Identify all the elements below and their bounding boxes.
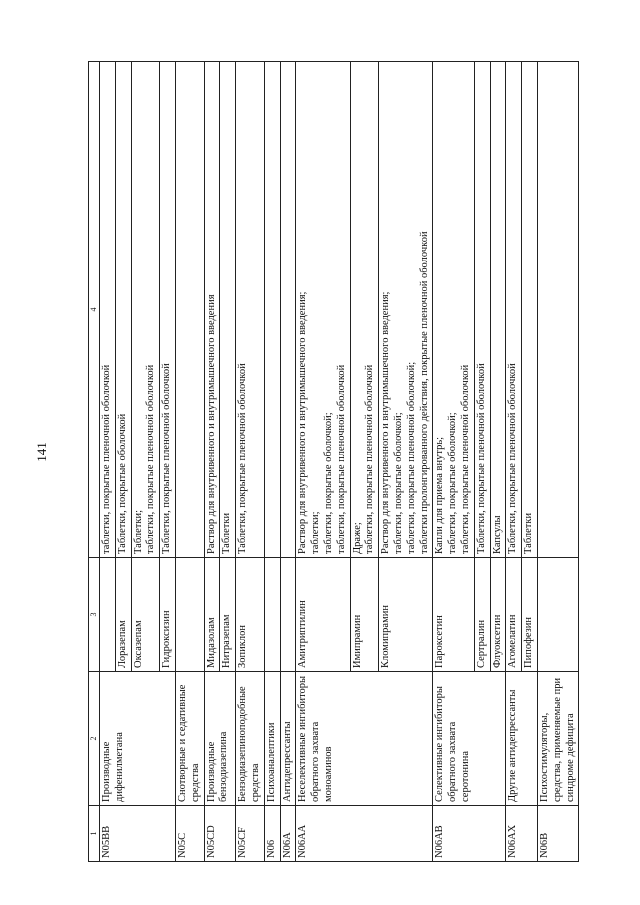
drug-name: Нитразепам	[220, 558, 236, 672]
group-name: Психоаналептики	[264, 672, 280, 806]
drug-name: Агомелатин	[506, 558, 522, 672]
column-number-header	[89, 62, 100, 862]
dosage-forms	[474, 62, 490, 558]
dosage-forms	[220, 62, 236, 558]
dosage-form: Таблетки, покрытые пленочной оболочкой	[237, 363, 249, 554]
dosage-form: Капли для приема внутрь;	[434, 436, 446, 554]
drug-table	[88, 61, 579, 862]
atc-code: N05CD	[204, 806, 236, 862]
dosage-forms	[537, 62, 578, 558]
dosage-forms	[264, 62, 280, 558]
table-row	[433, 62, 474, 862]
drug-name	[280, 558, 296, 672]
table-row	[506, 62, 522, 862]
dosage-form: Таблетки;	[132, 509, 144, 554]
atc-code: N05CF	[236, 806, 265, 862]
drug-name: Сертралин	[474, 558, 490, 672]
group-name: Другие антидепрессанты	[506, 672, 538, 806]
group-name: Антидепрессанты	[280, 672, 296, 806]
dosage-form: Таблетки, покрытые пленочной оболочкой	[475, 363, 487, 554]
dosage-form: таблетки пролонгированного действия, покрытые пленочной оболочкой	[418, 231, 430, 554]
dosage-form: таблетки;	[310, 511, 322, 554]
dosage-forms	[236, 62, 265, 558]
atc-code: N05BB	[100, 806, 176, 862]
dosage-forms	[296, 62, 350, 558]
dosage-forms	[204, 62, 220, 558]
table-row	[264, 62, 280, 862]
dosage-form: таблетки, покрытые пленочной оболочкой;	[405, 361, 417, 554]
dosage-form: таблетки, покрытые пленочной оболочкой	[101, 364, 112, 554]
dosage-form: Раствор для внутривенного и внутримышечного введения;	[297, 291, 309, 554]
drug-name: Лоразепам	[115, 558, 131, 672]
drug-name: Мидазолам	[204, 558, 220, 672]
dosage-forms	[522, 62, 538, 558]
drug-name: Пароксетин	[433, 558, 474, 672]
dosage-form: таблетки, покрытые оболочкой;	[392, 412, 404, 554]
atc-code: N06AX	[506, 806, 538, 862]
dosage-form: Таблетки	[523, 512, 535, 554]
dosage-forms	[379, 62, 433, 558]
drug-name	[100, 558, 116, 672]
rotated-table-container	[88, 62, 576, 862]
table-row	[280, 62, 296, 862]
drug-name	[264, 558, 280, 672]
dosage-forms	[160, 62, 176, 558]
dosage-forms	[506, 62, 522, 558]
drug-name: Оксазепам	[131, 558, 160, 672]
dosage-forms	[115, 62, 131, 558]
group-name: Бензодиазепиноподобные средства	[236, 672, 265, 806]
atc-code: N05C	[175, 806, 204, 862]
dosage-form: таблетки, покрытые пленочной оболочкой	[145, 364, 157, 554]
table-row	[100, 62, 116, 862]
dosage-forms	[350, 62, 379, 558]
atc-code: N06AA	[296, 806, 433, 862]
atc-code: N06	[264, 806, 280, 862]
drug-name: Кломипрамин	[379, 558, 433, 672]
dosage-form: Раствор для внутривенного и внутримышечного введения	[205, 294, 217, 554]
group-name: Психостимуляторы, средства, применяемые при синдроме дефицита	[537, 672, 578, 806]
page-number: 141	[34, 442, 49, 462]
dosage-forms	[490, 62, 506, 558]
dosage-form: таблетки, покрытые оболочкой;	[447, 412, 459, 554]
column-number: 3	[89, 558, 100, 672]
group-name: Производные бензодиазепина	[204, 672, 236, 806]
column-number: 4	[89, 62, 100, 558]
dosage-forms	[280, 62, 296, 558]
drug-name: Пипофезин	[522, 558, 538, 672]
dosage-form: таблетки, покрытые пленочной оболочкой	[459, 364, 471, 554]
drug-name: Имипрамин	[350, 558, 379, 672]
dosage-form: Капсулы	[491, 515, 503, 554]
dosage-form: Таблетки, покрытые пленочной оболочкой	[507, 363, 519, 554]
dosage-forms	[131, 62, 160, 558]
dosage-form: Раствор для внутривенного и внутримышечного введения;	[380, 291, 392, 554]
dosage-form: таблетки, покрытые пленочной оболочкой	[335, 364, 347, 554]
table-row	[204, 62, 220, 862]
dosage-form: Драже;	[351, 522, 363, 554]
drug-name	[537, 558, 578, 672]
atc-code: N06B	[537, 806, 578, 862]
dosage-form: Таблетки, покрытые оболочкой	[116, 413, 128, 554]
atc-code: N06A	[280, 806, 296, 862]
drug-name	[175, 558, 204, 672]
group-name: Снотворные и седативные средства	[175, 672, 204, 806]
table-row	[296, 62, 350, 862]
group-name: Селективные ингибиторы обратного захвата серотонина	[433, 672, 506, 806]
dosage-form: Таблетки	[221, 512, 233, 554]
dosage-form: Таблетки, покрытые пленочной оболочкой	[161, 363, 173, 554]
dosage-forms	[175, 62, 204, 558]
group-name: Производные дифенилметана	[100, 672, 176, 806]
drug-name: Флуоксетин	[490, 558, 506, 672]
drug-name: Зопиклон	[236, 558, 265, 672]
table-row	[236, 62, 265, 862]
dosage-forms	[433, 62, 474, 558]
table-row	[537, 62, 578, 862]
column-number: 1	[89, 806, 100, 862]
dosage-forms	[100, 62, 116, 558]
drug-name: Амитриптилин	[296, 558, 350, 672]
column-number: 2	[89, 672, 100, 806]
table-row	[175, 62, 204, 862]
atc-code: N06AB	[433, 806, 506, 862]
dosage-form: таблетки, покрытые пленочной оболочкой	[364, 364, 376, 554]
drug-name: Гидроксизин	[160, 558, 176, 672]
dosage-form: таблетки, покрытые оболочкой;	[322, 412, 334, 554]
group-name: Неселективные ингибиторы обратного захвата моноаминов	[296, 672, 433, 806]
